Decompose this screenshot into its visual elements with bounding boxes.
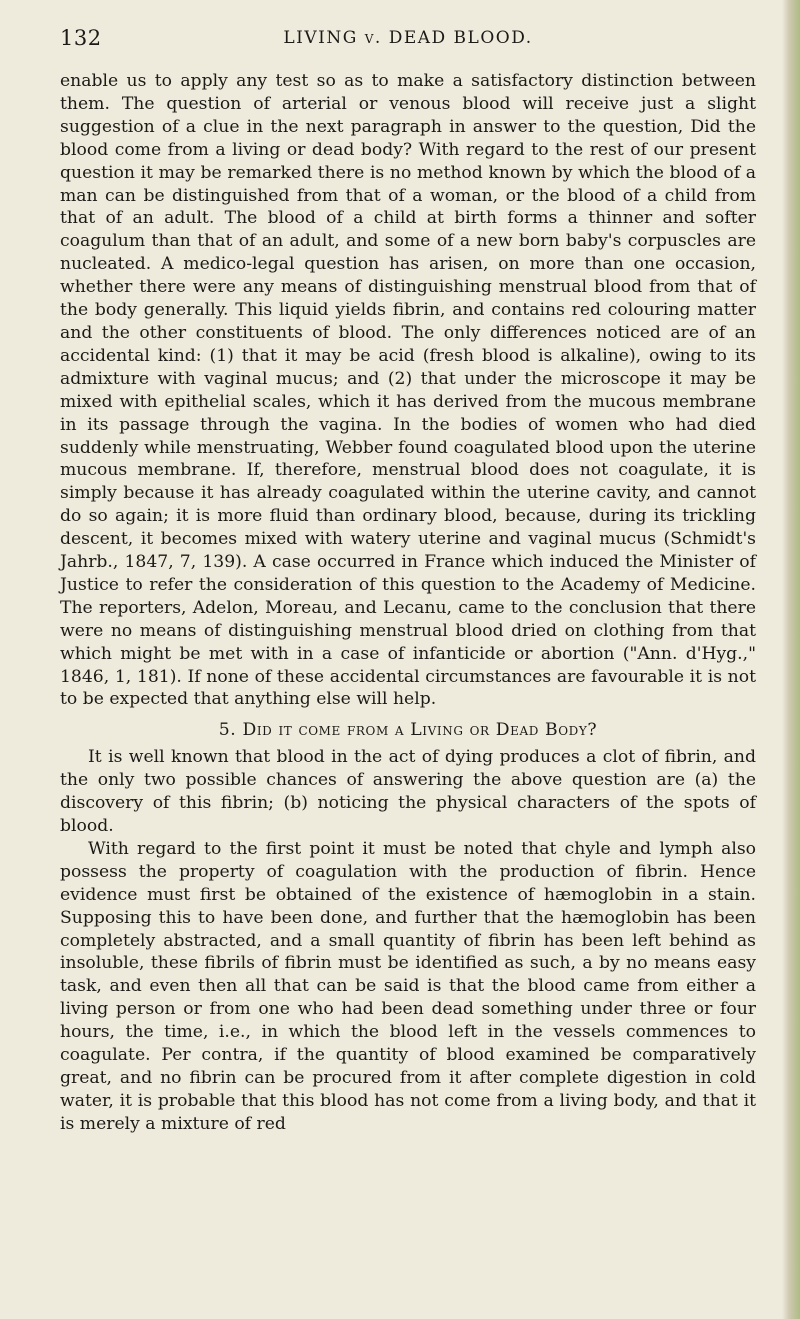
section-heading	[60, 719, 756, 742]
page-header	[60, 26, 756, 56]
page-edge-shadow	[782, 0, 800, 1319]
body-text	[60, 70, 756, 1136]
paragraph-fibrin-clot: It is well known that blood in the act of dying produces a clot of fibrin, and the only two possible chances of answering the above question are (a) the discovery of this fibrin; (b) noticing the physical characters of the spots of blood.	[60, 747, 756, 836]
section-title: Did it come from a Living or Dead Body?	[242, 720, 598, 741]
paragraph-menstrual-blood: enable us to apply any test so as to make a satisfactory distinction between them. The question of arterial or venous blood will receive just a slight suggestion of a clue in the next paragraph in answer to the question, Did the blood come from a living or dead body? With regard to the rest of our present question it may be remarked there is no method known by which the blood of a man can be distinguished from that of a woman, or the blood of a child from that of an adult. The blood of a child at birth forms a thinner and softer coagulum than that of an adult, and some of a new born baby's corpuscles are nucleated. A medico-legal question has arisen, on more than one occasion, whether there were any means of distinguishing menstrual blood from that of the body generally. This liquid yields fibrin, and contains red colouring matter and the other constituents of blood. The only differences noticed are of an accidental kind: (1) that it may be acid (fresh blood is alkaline), owing to its admixture with vaginal mucus; and (2) that under the microscope it may be mixed with epithelial scales, which it has derived from the mucous membrane in its passage through the vagina. In the bodies of women who had died suddenly while menstruating, Webber found coagulated blood upon the uterine mucous membrane. If, therefore, menstrual blood does not coagulate, it is simply because it has already coagulated within the uterine cavity, and cannot do so again; it is more fluid than ordinary blood, because, during its trickling descent, it becomes mixed with watery uterine and vaginal mucus (Schmidt's Jahrb., 1847, 7, 139). A case occurred in France which induced the Minister of Justice to refer the consideration of this question to the Academy of Medicine. The reporters, Adelon, Moreau, and Lecanu, came to the conclusion that there were no means of distinguishing menstrual blood dried on clothing from that which might be met with in a case of infanticide or abortion ("Ann. d'Hyg.," 1846, 1, 181). If none of these accidental circumstances are favourable it is not to be expected that anything else will help.	[60, 71, 756, 710]
page-number: 132	[60, 26, 102, 50]
running-title: LIVING v. DEAD BLOOD.	[283, 28, 533, 48]
paragraph-chyle-lymph: With regard to the first point it must be noted that chyle and lymph also possess the property of coagulation with the production of fibrin. Hence evidence must first be obtained of the existence of hæmoglobin in a stain. Supposing this to have been done, and further that the hæmoglobin has been completely abstracted, and a small quantity of fibrin has been left behind as insoluble, these fibrils of fibrin must be identified as such, a by no means easy task, and even then all that can be said is that the blood came from either a living person or from one who had been dead something under three or four hours, the time, i.e., in which the blood left in the vessels commences to coagulate. Per contra, if the quantity of blood examined be comparatively great, and no fibrin can be procured from it after complete digestion in cold water, it is probable that this blood has not come from a living body, and that it is merely a mixture of red	[60, 838, 756, 1134]
section-number: 5.	[218, 720, 237, 741]
